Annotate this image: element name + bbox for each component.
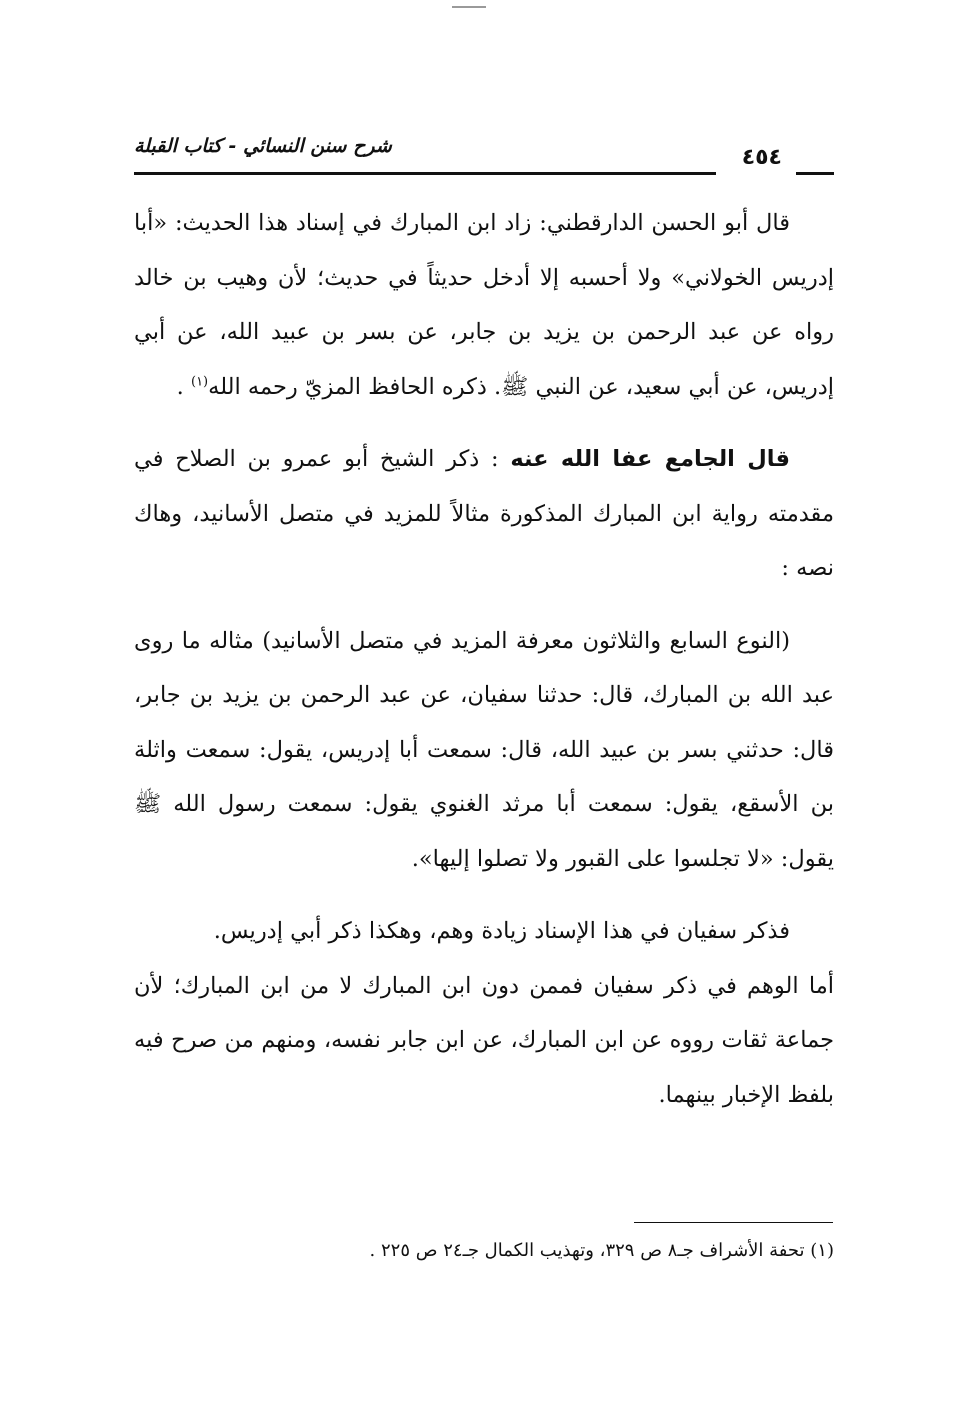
- footnote-divider: [634, 1222, 833, 1223]
- paragraph-2-text: : ذكر الشيخ أبو عمرو بن الصلاح في مقدمته رواية ابن المبارك المذكورة مثالاً للمزيد في متصل الأسانيد، وهاك نصه :: [134, 446, 834, 581]
- paragraph-1-tail: .: [176, 373, 191, 400]
- footnote-reference: (١): [190, 374, 209, 389]
- page-header: [134, 135, 834, 181]
- header-rule-short: [796, 172, 834, 175]
- page-top-mark: [452, 6, 486, 8]
- footnote: (١) تحفة الأشراف جـ٨ ص ٣٢٩، وتهذيب الكمال جـ٢٤ ص ٢٢٥ .: [369, 1240, 834, 1261]
- page-number: ٤٥٤: [741, 145, 782, 170]
- paragraph-4: فذكر سفيان في هذا الإسناد زيادة وهم، وهكذا ذكر أبي إدريس.: [213, 918, 790, 944]
- paragraph-1-text: قال أبو الحسن الدارقطني: زاد ابن المبارك في إسناد هذا الحديث: «أبا إدريس الخولاني» ولا أحسبه إلا أدخل حديثاً في حديث؛ لأن وهيب بن خالد رواه عن عبد الرحمن بن يزيد بن جابر، عن بسر بن عبيد الله، عن أبي إدريس، عن أبي سعيد، عن النبي ﷺ. ذكره الحافظ المزيّ رحمه الله: [134, 210, 834, 400]
- header-rule: [134, 172, 716, 175]
- paragraph-1: [134, 196, 834, 414]
- paragraph-5: أما الوهم في ذكر سفيان فممن دون ابن المبارك لا من ابن المبارك؛ لأن جماعة ثقات رووه عن ابن المبارك، عن ابن جابر نفسه، ومنهم من صرح فيه بلفظ الإخبار بينهما.: [134, 972, 834, 1108]
- running-title: شرح سنن النسائي - كتاب القبلة: [134, 135, 392, 157]
- paragraph-2: [134, 432, 834, 596]
- paragraph-2-lead: قال الجامع عفا الله عنه: [510, 446, 790, 472]
- paragraph-3: (النوع السابع والثلاثون معرفة المزيد في متصل الأسانيد) مثاله ما روى عبد الله بن المبارك، قال: حدثنا سفيان، عن عبد الرحمن بن يزيد بن جابر، قال: حدثني بسر بن عبيد الله، قال: سمعت أبا إدريس، يقول: سمعت واثلة بن الأسقع، يقول: سمعت أبا مرثد الغنوي يقول: سمعت رسول الله ﷺ يقول: «لا تجلسوا على القبور ولا تصلوا إليها».: [134, 627, 834, 872]
- main-text: [134, 196, 834, 1122]
